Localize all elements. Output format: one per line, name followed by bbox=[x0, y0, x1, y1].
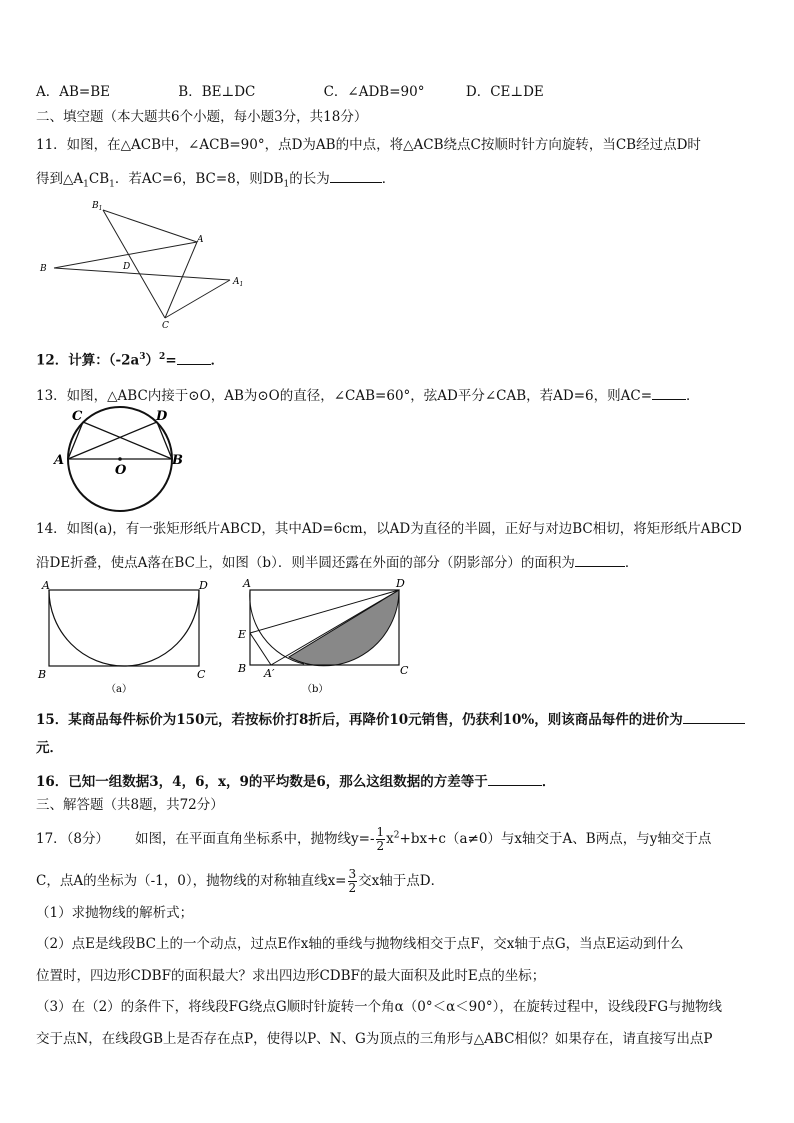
q17-part1: （1）求抛物线的解析式； bbox=[36, 905, 194, 921]
q14b-label-b: B bbox=[238, 662, 247, 675]
q12-answer-blank[interactable] bbox=[177, 350, 211, 365]
section2-header: 二、填空题（本大题共6个小题，每小题3分，共18分） bbox=[36, 109, 368, 125]
q11-label-c: C bbox=[162, 321, 169, 331]
q11-label-d: D bbox=[123, 262, 131, 272]
q14-line1: 14．如图(a)，有一张矩形纸片ABCD，其中AD=6cm，以AD为直径的半圆，正好与对边BC相切，将矩形纸片ABCD bbox=[36, 521, 742, 537]
q13-label-b: B bbox=[172, 453, 183, 468]
q16-line: 16．已知一组数据3，4，6，x，9的平均数是6，那么这组数据的方差等于 ． bbox=[36, 771, 555, 791]
q15-line1: 15．某商品每件标价为150元，若按标价打8折后，再降价10元销售，仍获利10%，则该商品每件的进价为 bbox=[36, 709, 745, 729]
q14a-label-a: A bbox=[42, 579, 50, 592]
q14a-label-d: D bbox=[199, 579, 208, 592]
q16-answer-blank[interactable] bbox=[488, 771, 542, 786]
q11-label-a: A bbox=[197, 235, 204, 245]
q10-option-b: B．BE⊥DC bbox=[178, 84, 256, 100]
q14a-label-c: C bbox=[197, 668, 206, 681]
q10-option-c: C．∠ADB=90° bbox=[323, 84, 425, 100]
q14b-label-d: D bbox=[396, 577, 405, 590]
q17-part2-line2: 位置时，四边形CDBF的面积最大？求出四边形CDBF的最大面积及此时E点的坐标； bbox=[36, 968, 546, 984]
q17-part3-line1: （3）在（2）的条件下，将线段FG绕点G顺时针旋转一个角α（0°＜α＜90°），在旋转过程中，设线段FG与抛物线 bbox=[36, 999, 723, 1015]
q10-option-d: D．CE⊥DE bbox=[465, 84, 544, 100]
q14b-label-c: C bbox=[400, 664, 409, 677]
q17-part2-line1: （2）点E是线段BC上的一个动点，过点E作x轴的垂线与抛物线相交于点F，交x轴于点G，当点E运动到什么 bbox=[36, 936, 684, 952]
q10-options bbox=[36, 83, 544, 101]
q13-label-a: A bbox=[54, 453, 65, 468]
q14b-label-e: E bbox=[238, 628, 247, 641]
q13-line: 13．如图，△ABC内接于⊙O，AB为⊙O的直径，∠CAB=60°，弦AD平分∠CAB，若AD=6，则AC= ． bbox=[36, 385, 700, 405]
q14-answer-blank[interactable] bbox=[575, 552, 625, 567]
q13-label-c: C bbox=[72, 409, 83, 424]
q17-line1: 17．（8分） 如图，在平面直角坐标系中，抛物线y=- $\frac{1}{2}$ $x^2+bx+c(a\ne 0)$与x轴交于A、B两点，与y轴交于点 bbox=[36, 825, 712, 853]
q11-line1: 11．如图，在△ACB中，∠ACB=90°，点D为AB的中点，将△ACB绕点C按顺时针方向旋转，当CB经过点D时 bbox=[36, 137, 701, 153]
q14-line2: 沿DE折叠，使点A落在BC上，如图（b）．则半圆还露在外面的部分（阴影部分）的面积为 ． bbox=[36, 552, 638, 572]
q14-figure-b bbox=[234, 574, 424, 698]
q11-line2: 得到$\triangle A_1CB_1$．若AC=6，BC=8，则$DB_1$的长为 ． bbox=[36, 168, 395, 194]
q15-answer-blank[interactable] bbox=[683, 709, 745, 724]
q11-figure bbox=[36, 196, 256, 331]
q14a-caption: （a） bbox=[106, 684, 132, 695]
q17-part3-line2: 交于点N，在线段GB上是否存在点P，使得以P、N、G为顶点的三角形与△ABC相似？如果存在，请直接写出点P bbox=[36, 1031, 713, 1047]
q13-label-o: O bbox=[115, 463, 127, 478]
q14b-label-aprime: A′ bbox=[264, 667, 275, 680]
q11-label-b1: $B_1$ bbox=[92, 201, 103, 212]
q14-figure-a bbox=[36, 578, 216, 698]
q14b-label-a: A bbox=[243, 577, 251, 590]
q11-answer-blank[interactable] bbox=[330, 168, 382, 183]
q17-fraction-three-halves: $\frac{3}{2}$ bbox=[348, 867, 357, 895]
section3-header: 三、解答题（共8题，共72分） bbox=[36, 797, 224, 813]
q14b-caption: （b） bbox=[302, 684, 329, 695]
q11-label-a1: $A_1$ bbox=[233, 277, 244, 288]
q13-figure bbox=[50, 405, 190, 515]
q10-option-a: A．AB=BE bbox=[36, 84, 111, 100]
q17-fraction-half: $\frac{1}{2}$ bbox=[376, 825, 385, 853]
q15-line2: 元． bbox=[36, 740, 63, 756]
q14a-label-b: B bbox=[38, 668, 47, 681]
q13-label-d: D bbox=[156, 409, 168, 424]
q13-answer-blank[interactable] bbox=[652, 385, 686, 400]
q17-line2: C，点A的坐标为（-1，0），抛物线的对称轴直线x= $\frac{3}{2}$ 交x轴于点D． bbox=[36, 867, 445, 895]
q11-label-b: B bbox=[40, 264, 47, 274]
q12-line: 12．计算：$(-2a^3)^2=$ ． bbox=[36, 348, 224, 370]
